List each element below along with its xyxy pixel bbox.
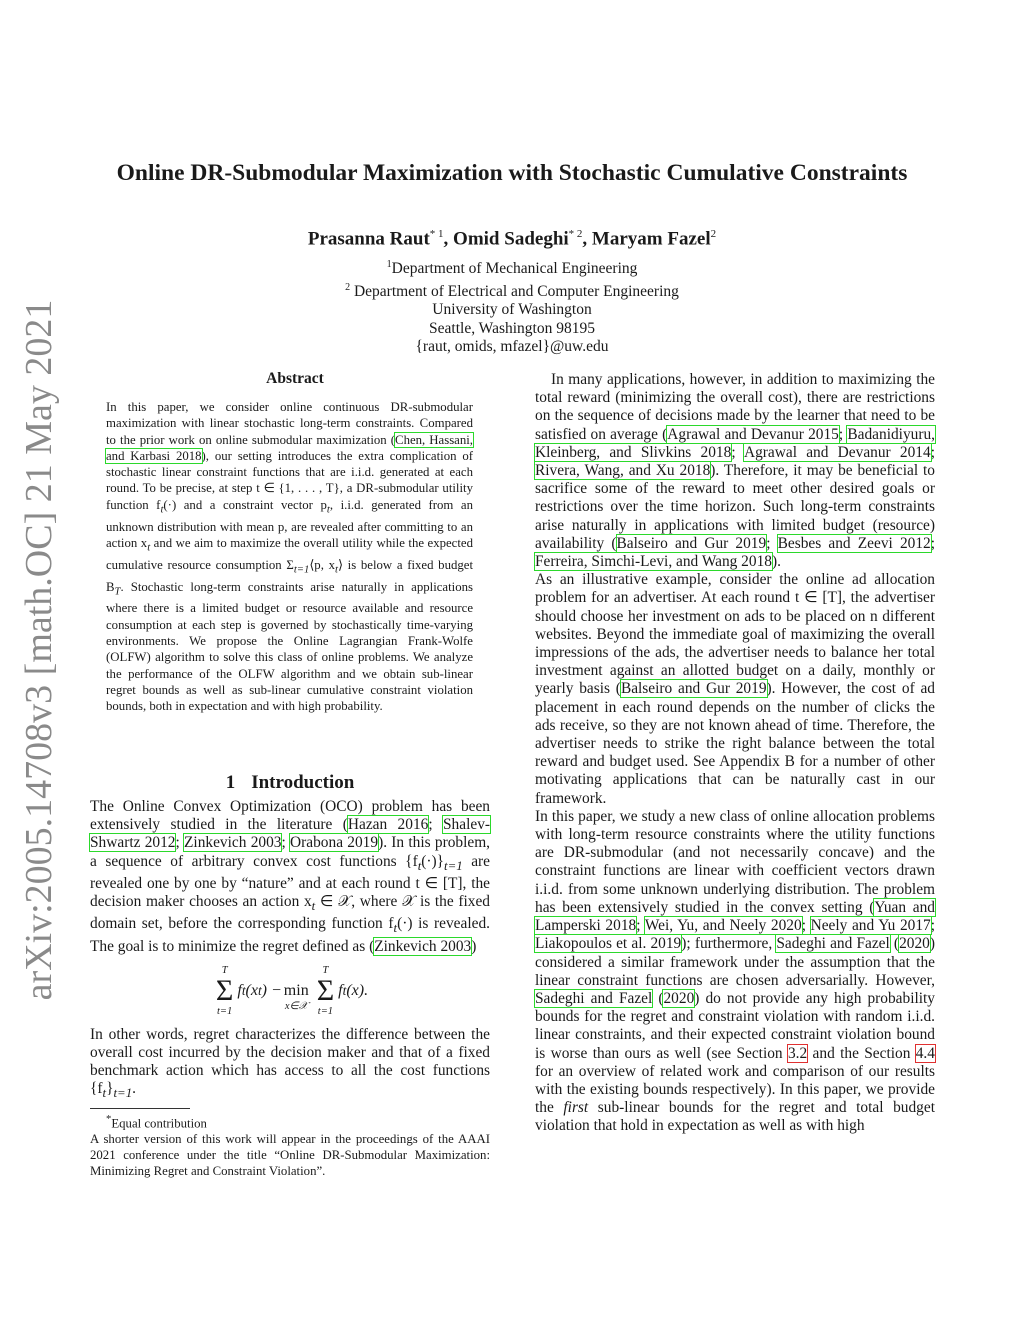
introduction-left-column <box>90 798 490 1103</box>
citation-link[interactable]: Sadeghi and Fazel <box>535 989 653 1007</box>
citation-link[interactable]: Yuan and Lamperski 2018 <box>535 898 935 935</box>
citation-link[interactable]: Hazan 2016 <box>347 816 429 834</box>
author-name: Maryam Fazel <box>591 228 711 250</box>
regret-equation: T Σ t=1 f t (x t ) − min x∈𝒳 T Σ t=1 f t (x). <box>215 964 369 1017</box>
footnote-equal: Equal contribution <box>111 1116 207 1131</box>
affiliation-2: Department of Electrical and Computer Engineering <box>353 282 679 300</box>
citation-link[interactable]: Balseiro and Gur 2019 <box>616 534 767 552</box>
citation-link[interactable]: Orabona 2019 <box>290 834 379 852</box>
footnotes: *Equal contribution A shorter version of this work will appear in the proceedings of the AAAI 2021 conference under the title “Online DR-Submodular Maximization: Minimizing Regret and Constraint Violation”. <box>90 1114 490 1179</box>
citation-link[interactable]: Wei, Yu, and Neely 2020 <box>644 917 802 935</box>
section-ref-link[interactable]: 3.2 <box>787 1044 808 1062</box>
citation-link[interactable]: Liakopoulos et al. 2019 <box>535 935 682 953</box>
affiliations: $^1$Department of Mechanical Engineering $^2$ Department of Electrical and Computer Engineering University of Washington Seattle, Washington 98195 {raut, omids, mfazel}@uw.edu <box>88 256 936 357</box>
citation-link[interactable]: Shalev-Shwartz 2012 <box>90 816 491 852</box>
arxiv-stamp: arXiv:2005.14708v3 [math.OC] 21 May 2021 <box>18 299 60 1001</box>
citation-link[interactable]: Sadeghi and Fazel <box>776 935 890 953</box>
author-name: Omid Sadeghi <box>453 228 569 250</box>
author-list: Prasanna Raut$^{* 1}$, Omid Sadeghi$^{* 2}$, Maryam Fazel$^2$ <box>307 228 717 250</box>
paragraph: In other words, regret characterizes the difference between the overall cost incurred by the decision maker and that of a fixed benchmark action which has access to all the cost functions $\{f_t\}_{t=1}$. <box>90 1025 490 1101</box>
university: University of Washington <box>432 301 592 319</box>
citation-link[interactable]: 2020 <box>899 935 930 953</box>
abstract-heading: Abstract <box>266 370 324 387</box>
citation-link[interactable]: Balseiro and Gur 2019 <box>620 680 767 698</box>
citation-link[interactable]: 2020 <box>663 989 695 1007</box>
citation-link[interactable]: Zinkevich 2003 <box>374 937 472 955</box>
citation-link[interactable]: Besbes and Zeevi 2012 <box>777 534 931 552</box>
section-heading: 1 Introduction <box>225 772 355 793</box>
citation-link[interactable]: Rivera, Wang, and Xu 2018 <box>535 462 711 480</box>
footnote-rule <box>90 1108 190 1109</box>
abstract-body: In this paper, we consider online continuous DR-submodular maximization with linear stochastic long-term constraints. Compared to the prior work on online submodular maximization (Chen, Hassani, and Karbasi 2018), our setting introduces the extra complication of stochastic linear constraint functions that are i.i.d. generated at each round. To be precise, at step t ∈ {1, . . . , T}, a DR-submodular utility function $f_t(\cdot)$ and a constraint vector $p_t$, i.i.d. generated from an unknown distribution with mean p, are revealed after committing to an action $x_t$ and we aim to maximize the overall utility while the expected cumulative resource consumption $\Sigma_{t=1}⟨p$, $x_t⟩$ is below a fixed budget $B_T$. Stochastic long-term constraints arise naturally in applications where there is a limited budget or resource available and resource consumption at each step is governed by stochastically time-varying environments. We propose the Online Lagrangian Frank-Wolfe (OLFW) algorithm to solve this class of online problems. We analyze the performance of the OLFW algorithm and we obtain sub-linear regret bounds as well as sub-linear cumulative constraint violation bounds, both in expectation and with high probability. <box>106 400 474 714</box>
affiliation-1: Department of Mechanical Engineering <box>391 260 638 278</box>
introduction-right-column <box>535 371 935 1136</box>
citation-link[interactable]: Agrawal and Devanur 2014 <box>743 443 931 461</box>
citation-link[interactable]: Chen, Hassani, and Karbasi 2018 <box>106 432 474 463</box>
citation-link[interactable]: Agrawal and Devanur 2015 <box>667 425 839 443</box>
emails: {raut, omids, mfazel}@uw.edu <box>415 338 609 356</box>
section-ref-link[interactable]: 4.4 <box>915 1044 935 1062</box>
citation-link[interactable]: Zinkevich 2003 <box>184 834 282 852</box>
paragraph: In this paper, we study a new class of online allocation problems with long-term resource constraints where the utility functions are DR-submodular (and not necessarily concave) and the constraint functions are linear with coefficient vectors drawn i.i.d. from some unknown underlying distribution. The problem has been extensively studied in the convex setting (Yuan and Lamperski 2018; Wei, Yu, and Neely 2020; Neely and Yu 2017; Liakopoulos et al. 2019); furthermore, Sadeghi and Fazel (2020) considered a similar framework under the assumption that the linear constraint functions are chosen adversarially. However, Sadeghi and Fazel (2020) do not provide any high probability bounds for the regret and constraint violation with random i.i.d. linear constraints, and their expected constraint violation bound is worse than ours as well (see Section 3.2 and the Section 4.4 for an overview of related work and comparison of our results with the existing bounds respectively). In this paper, we provide the first sub-linear bounds for the regret and total budget violation that hold in expectation as well as with high <box>535 807 936 1135</box>
city: Seattle, Washington 98195 <box>429 319 595 337</box>
paper-title: Online DR-Submodular Maximization with Stochastic Cumulative Constraints <box>116 160 908 186</box>
paragraph: In many applications, however, in addition to maximizing the total reward (minimizing the overall cost), there are restrictions on the sequence of decisions made by the learner that need to be satisfied on average (Agrawal and Devanur 2015; Badanidiyuru, Kleinberg, and Slivkins 2018; Agrawal and Devanur 2014; Rivera, Wang, and Xu 2018). Therefore, it may be beneficial to sacrifice some of the reward to meet other desired goals or restrictions over the time horizon. Such long-term constraints arise naturally in applications with limited budget (resource) availability (Balseiro and Gur 2019; Besbes and Zeevi 2012; Ferreira, Simchi-Levi, and Wang 2018). <box>535 371 936 571</box>
author-name: Prasanna Raut <box>307 228 430 250</box>
citation-link[interactable]: Ferreira, Simchi-Levi, and Wang 2018 <box>535 553 772 571</box>
citation-link[interactable]: Badanidiyuru, Kleinberg, and Slivkins 2018 <box>535 425 935 461</box>
paragraph: The Online Convex Optimization (OCO) problem has been extensively studied in the literature (Hazan 2016; Shalev-Shwartz 2012; Zinkevich 2003; Orabona 2019). In this problem, a sequence of arbitrary convex cost functions $\{f_t(\cdot)\}_{t=1}$ are revealed one by one by “nature” and at each round t ∈ [T], the decision maker chooses an action $x_t$ ∈ 𝒳, where 𝒳 is the fixed domain set, before the corresponding function $f_t(\cdot)$ is revealed. The goal is to minimize the regret defined as (Zinkevich 2003) <box>90 798 491 955</box>
paragraph: As an illustrative example, consider the online ad allocation problem for an advertiser. At each round t ∈ [T], the advertiser should choose her investment on ads to be placed on n different websites. Beyond the immediate goal of maximizing the overall impressions of the ads, the advertiser needs to balance her total investment against an allotted budget on a daily, monthly or yearly basis (Balseiro and Gur 2019). However, the cost of ad placement in each round depends on the number of clicks the ads receive, so they are not known ahead of time. Therefore, the advertiser needs to strike the right balance between the total reward and budget used. See Appendix B for a number of other motivating applications that can be naturally cast in our framework. <box>535 571 936 807</box>
footnote-shorter-version: A shorter version of this work will appear in the proceedings of the AAAI 2021 conference under the title “Online DR-Submodular Maximization: Minimizing Regret and Constraint Violation”. <box>90 1132 490 1179</box>
citation-link[interactable]: Neely and Yu 2017 <box>810 917 931 935</box>
